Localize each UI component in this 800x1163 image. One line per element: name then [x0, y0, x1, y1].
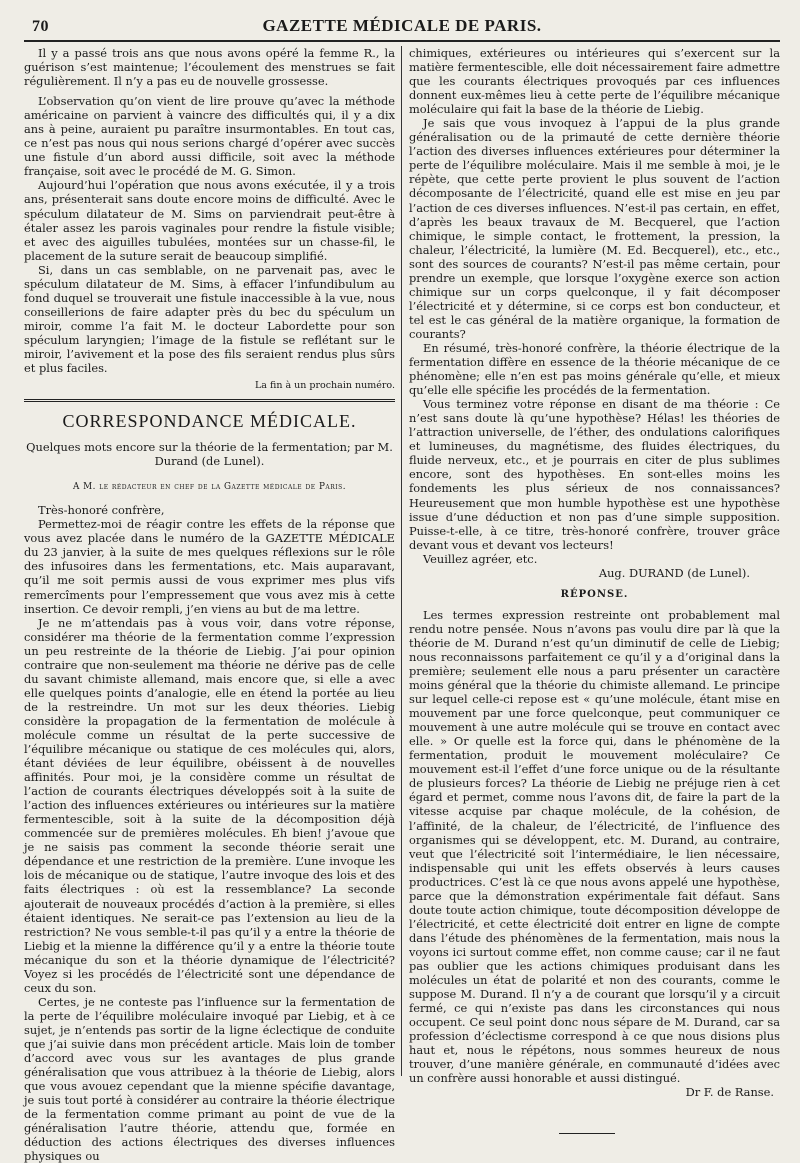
- reply-heading: RÉPONSE.: [560, 588, 629, 600]
- salutation: Très-honoré confrère,: [38, 503, 165, 518]
- paragraph: En résumé, très-honoré confrère, la théorie électrique de la fermentation diffère en essence de la théorie mécanique de ce phénomène; elle n’en est pas moins générale qu’elle, et mieux qu’elle elle spécifie les procédés de la fermentation.: [409, 340, 780, 398]
- article-subtitle: Quelques mots encore sur la théorie de la fermentation; par M. Durand (de Lunel).: [26, 440, 393, 469]
- paragraph: Si, dans un cas semblable, on ne parvenait pas, avec le spéculum dilatateur de M. Sims, à effacer l’infundibulum au fond duquel se trouverait une fistule inaccessible à la vue, nous conseillerions de faire adapter près du bec du spéculum un miroir, comme l’a fait M. le docteur Labordette pour son spéculum laryngien; l’image de la fistule se reflétant sur le miroir, l’avivement et la pose des fils seraient rendus plus sûrs et plus faciles.: [24, 262, 395, 376]
- section-divider: [24, 399, 395, 402]
- paragraph: Je sais que vous invoquez à l’appui de la plus grande généralisation ou de la primauté de cette dernière théorie l’action des diverses influences extérieures pour déterminer la perte de l’équilibre moléculaire. Mais il me semble à moi, je le répète, que cette perte provient le plus souvent de l’action décomposante de l’électricité, quand elle est mise en jeu par l’action de ces diverses influences. N’est-il pas certain, en effet, d’après les beaux travaux de M. Becquerel, que l’action chimique, le simple contact, le frottement, la pression, la chaleur, l’électricité, la lumière (M. Ed. Becquerel), etc., etc., sont des sources de courants? N’est-il pas même certain, pour prendre un exemple, que lorsque l’oxygène exerce son action chimique sur un corps quelconque, il y fait décomposer l’électricité et y détermine, si ce corps est bon conducteur, et tel est le cas général de la matière organique, la formation de courants?: [409, 116, 780, 341]
- closing: Veuillez agréer, etc.: [423, 551, 538, 566]
- reply-signature: Dr F. de Ranse.: [685, 1085, 774, 1100]
- paragraph: L’observation qu’on vient de lire prouve qu’avec la méthode américaine on parvient à vaincre des difficultés qui, il y a dix ans à peine, auraient pu paraître insurmontables. En tout cas, ce n’est pas nous qui nous serions chargé d’opérer avec succès une fistule d’un abord aussi difficile, soit avec la méthode française, soit avec le procédé de M. G. Simon.: [24, 94, 395, 179]
- paragraph: Les termes expression restreinte ont probablement mal rendu notre pensée. Nous n’avons pas voulu dire par là que la théorie de M. Durand n’est qu’un diminutif de celle de Liebig; nous reconnaissons parfaitement ce qu’il y a d’original dans la première; seulement elle nous a paru présenter un caractère moins général que la théorie du chimiste allemand. Le principe sur lequel celle-ci repose est « qu’une molécule, étant mise en mouvement par une force quelconque, peut communiquer ce mouvement à une autre molécule qui se trouve en contact avec elle. » Or quelle est la force qui, dans le phénomène de la fermentation, produit le mouvement moléculaire? Ce mouvement est-il l’effet d’une force unique ou de la résultante de plusieurs forces? La théorie de Liebig ne préjuge rien à cet égard et permet, comme nous l’avons dit, de faire la part de la vitesse acquise par chaque molécule, de la cohésion, de l’affinité, de la chaleur, de l’électricité, de l’influence des organismes qui se développent, etc. M. Durand, au contraire, veut que l’électricité soit l’intermédiaire, le lien nécessaire, indispensable qui unit les effets observés à leurs causes productrices. C’est là ce que nous avons appelé une hypothèse, parce que la démonstration expérimentale fait défaut. Sans doute toute action chimique, toute décomposition développe de l’électricité, et cette électricité doit entrer en ligne de compte dans l’étude des phénomènes de la fermentation, mais nous la voyons ici surtout comme effet, non comme cause; car il ne faut pas oublier que les actions chimiques produisant dans les molécules un état de polarité et non des courants, comme le suppose M. Durand. Il n’y a de courant que lorsqu’il y a circuit fermé, ce qui n’existe pas dans les circonstances qui nous occupent. Ce seul point donc nous sépare de M. Durand, car sa profession d’éclectisme correspond à ce que nous disions plus haut et, nous le répétons, nous sommes heureux de nous trouver, d’une manière générale, en communauté d’idées avec un confrère aussi honorable et aussi distingué.: [409, 607, 780, 1086]
- letter-signature: Aug. DURAND (de Lunel).: [598, 565, 750, 580]
- left-column: [24, 46, 402, 1163]
- paragraph: Aujourd’hui l’opération que nous avons exécutée, il y a trois ans, présenterait sans doute encore moins de difficulté. Avec le spéculum dilatateur de M. Sims on parviendrait peut-être à étaler assez les parois vaginales pour rendre la fistule visible; et avec des aiguilles tubulées, montées sur un chasse-fil, le placement de la suture serait de beaucoup simplifié.: [24, 178, 395, 263]
- paragraph: chimiques, extérieures ou intérieures qui s’exercent sur la matière fermentescible, elle doit nécessairement faire admettre que les courants électriques provoqués par ces influences donnent eux-mêmes lieu à cette perte de l’équilibre mécanique moléculaire qui fait la base de la théorie de Liebig.: [409, 46, 780, 117]
- page-header: [24, 14, 780, 42]
- to-be-continued-note: La fin à un prochain numéro.: [254, 380, 395, 392]
- paragraph: Il y a passé trois ans que nous avons opéré la femme R., la guérison s’est maintenue; l’écoulement des menstrues se fait régulièrement. Il n’y a pas eu de nouvelle grossesse.: [24, 46, 395, 89]
- page-number: 70: [32, 18, 49, 35]
- columns: [24, 46, 780, 1163]
- end-rule: [559, 1133, 615, 1134]
- right-column: [402, 46, 780, 1100]
- section-title: CORRESPONDANCE MÉDICALE.: [62, 411, 357, 432]
- paragraph: Vous terminez votre réponse en disant de ma théorie : Ce n’est sans doute là qu’une hypothèse? Hélas! les théories de l’attraction universelle, de l’éther, des ondulations calorifiques et lumineuses, du magnétisme, des fluides électriques, du fluide nerveux, etc., et je pourrais en citer de plus sublimes encore, sont des hypothèses. En sont-elles moins les fondements les plus sérieux de nos connaissances? Heureusement que mon humble hypothèse est une hypothèse issue d’une déduction et non pas d’une simple supposition. Puisse-t-elle, à ce titre, très-honoré confrère, trouver grâce devant vous et devant vos lecteurs!: [409, 397, 780, 552]
- paragraph: Permettez-moi de réagir contre les effets de la réponse que vous avez placée dans le numéro de la GAZETTE MÉDICALE du 23 janvier, à la suite de mes quelques réflexions sur le rôle des infusoires dans les fermentations, etc. Mais auparavant, qu’il me soit permis aussi de vous exprimer mes plus vifs remercîments pour l’empressement que vous avez mis à cette insertion. Ce devoir rempli, j’en viens au but de ma lettre.: [24, 517, 395, 616]
- paragraph: Certes, je ne conteste pas l’influence sur la fermentation de la perte de l’équilibre moléculaire invoqué par Liebig, et à ce sujet, je n’entends pas sortir de la ligne éclectique de conduite que j’ai suivie dans mon précédent article. Mais loin de tomber d’accord avec vous sur les avantages de plus grande généralisation que vous attribuez à la théorie de Liebig, alors que vous avouez cependant que la mienne spécifie davantage, je suis tout porté à considérer au contraire la théorie électrique de la fermentation comme primant au point de vue de la généralisation l’autre théorie, attendu que, formée en déduction des actions électriques des diverses influences physiques ou: [24, 994, 395, 1163]
- letter-address: A M. le rédacteur en chef de la Gazette médicale de Paris.: [72, 482, 346, 493]
- journal-title: GAZETTE MÉDICALE DE PARIS.: [262, 16, 542, 35]
- paragraph: Je ne m’attendais pas à vous voir, dans votre réponse, considérer ma théorie de la fermentation comme l’expression un peu restreinte de la théorie de Liebig. J’ai pour opinion contraire que non-seulement ma théorie ne dérive pas de celle du savant chimiste allemand, mais encore que, si elle a avec elle quelques points d’analogie, elle en étend la portée au lieu de la restreindre. Un mot sur les deux théories. Liebig considère la propagation de la fermentation de molécule à molécule comme un résultat de la perte successive de l’équilibre mécanique ou statique de ces molécules qui, alors, étant déviées de leur équilibre, obéissent à de nouvelles affinités. Pour moi, je la considère comme un résultat de l’action de courants électriques développés soit à la suite de l’action des influences extérieures ou intérieures sur la matière fermentescible, soit à la suite de la décomposition déjà commencée sur de premières molécules. Eh bien! j’avoue que je ne saisis pas comment la seconde théorie serait une dépendance et une restriction de la première. L’une invoque les lois de mécanique ou de statique, l’autre invoque des lois et des faits électriques : où est la ressemblance? La seconde ajouterait de nouveaux procédés d’action à la première, si elles étaient identiques. Ne serait-ce pas l’extension au lieu de la restriction? Ne vous semble-t-il pas qu’il y a entre la théorie de Liebig et la mienne la différence qu’il y a entre la théorie toute mécanique du son et la théorie dynamique de l’électricité? Voyez si les procédés de l’électricité sont une dépendance de ceux du son.: [24, 615, 395, 995]
